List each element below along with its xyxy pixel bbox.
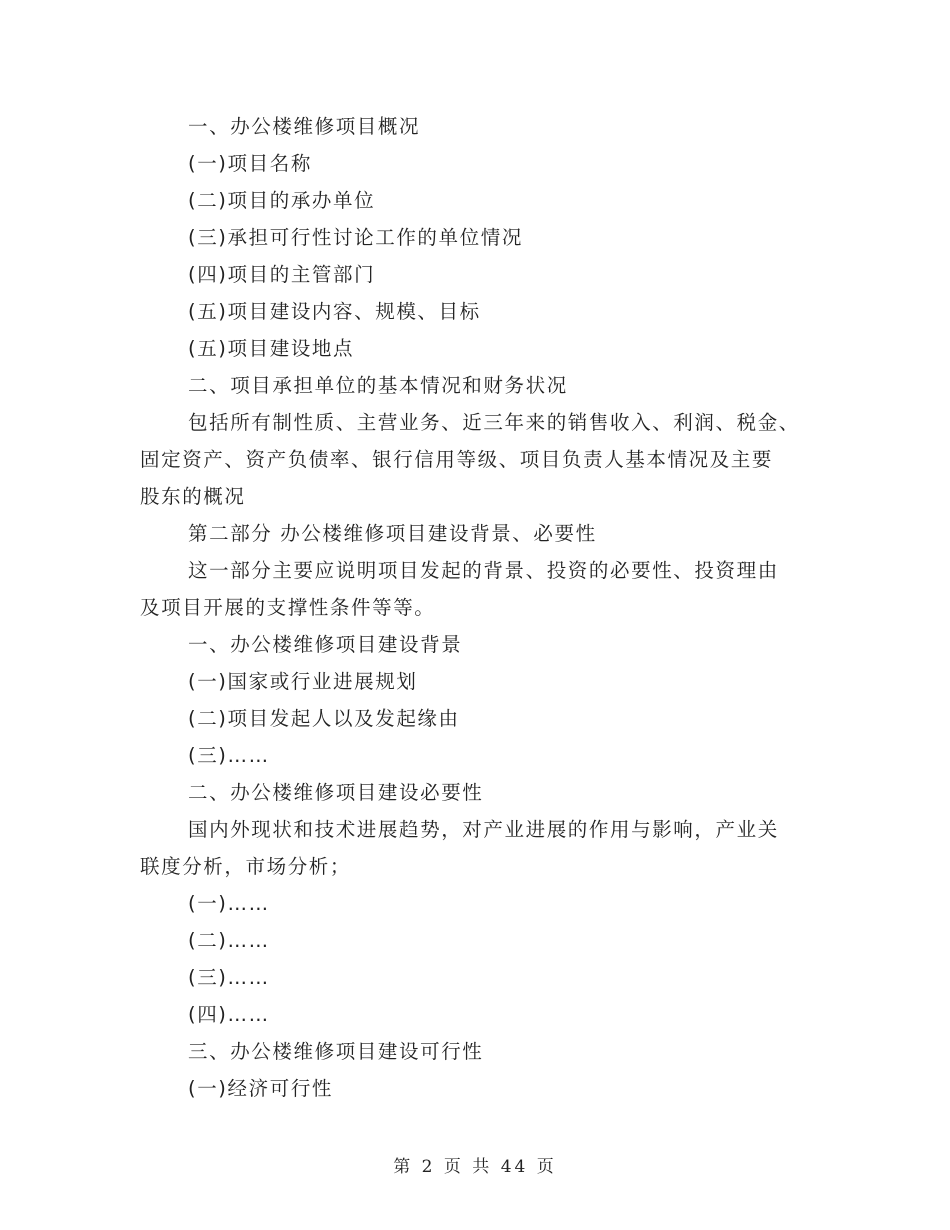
list-item-construction-site: (五)项目建设地点 [188,337,355,360]
document-body [140,108,820,1107]
list-item: (一)国家或行业进展规划 [188,670,418,693]
list-item: (四)…… [188,1003,270,1026]
section-heading-unit-finance: 二、项目承担单位的基本情况和财务状况 [188,374,568,397]
list-item-feasibility-unit: (三)承担可行性讨论工作的单位情况 [188,226,523,249]
section-heading-project-overview: 一、办公楼维修项目概况 [188,115,421,138]
list-item: (三)…… [188,966,270,989]
list-item-construction-content: (五)项目建设内容、规模、目标 [188,300,481,323]
list-item-supervising-dept: (四)项目的主管部门 [188,263,376,286]
list-item-project-name: (一)项目名称 [188,152,312,175]
paragraph-line: 这一部分主要应说明项目发起的背景、投资的必要性、投资理由 [188,559,779,582]
paragraph-line: 联度分析，市场分析； [140,855,352,878]
list-item: (二)…… [188,929,270,952]
list-item-host-unit: (二)项目的承办单位 [188,189,376,212]
paragraph-line: 股东的概况 [140,485,246,508]
paragraph-line: 包括所有制性质、主营业务、近三年来的销售收入、利润、税金、 [188,411,800,434]
list-item: (三)…… [188,744,270,767]
section-heading-necessity: 二、办公楼维修项目建设必要性 [188,781,484,804]
part-heading-background: 第二部分 办公楼维修项目建设背景、必要性 [188,522,597,545]
section-heading-feasibility: 三、办公楼维修项目建设可行性 [188,1040,484,1063]
paragraph-line: 及项目开展的支撑性条件等等。 [140,596,436,619]
list-item: (一)…… [188,892,270,915]
section-heading-background: 一、办公楼维修项目建设背景 [188,633,463,656]
page-number-footer: 第 2 页 共 44 页 [393,1157,557,1177]
paragraph-line: 国内外现状和技术进展趋势，对产业进展的作用与影响，产业关 [188,818,779,841]
list-item-economic-feasibility: (一)经济可行性 [188,1077,334,1100]
paragraph-line: 固定资产、资产负债率、银行信用等级、项目负责人基本情况及主要 [140,448,774,471]
list-item: (二)项目发起人以及发起缘由 [188,707,460,730]
